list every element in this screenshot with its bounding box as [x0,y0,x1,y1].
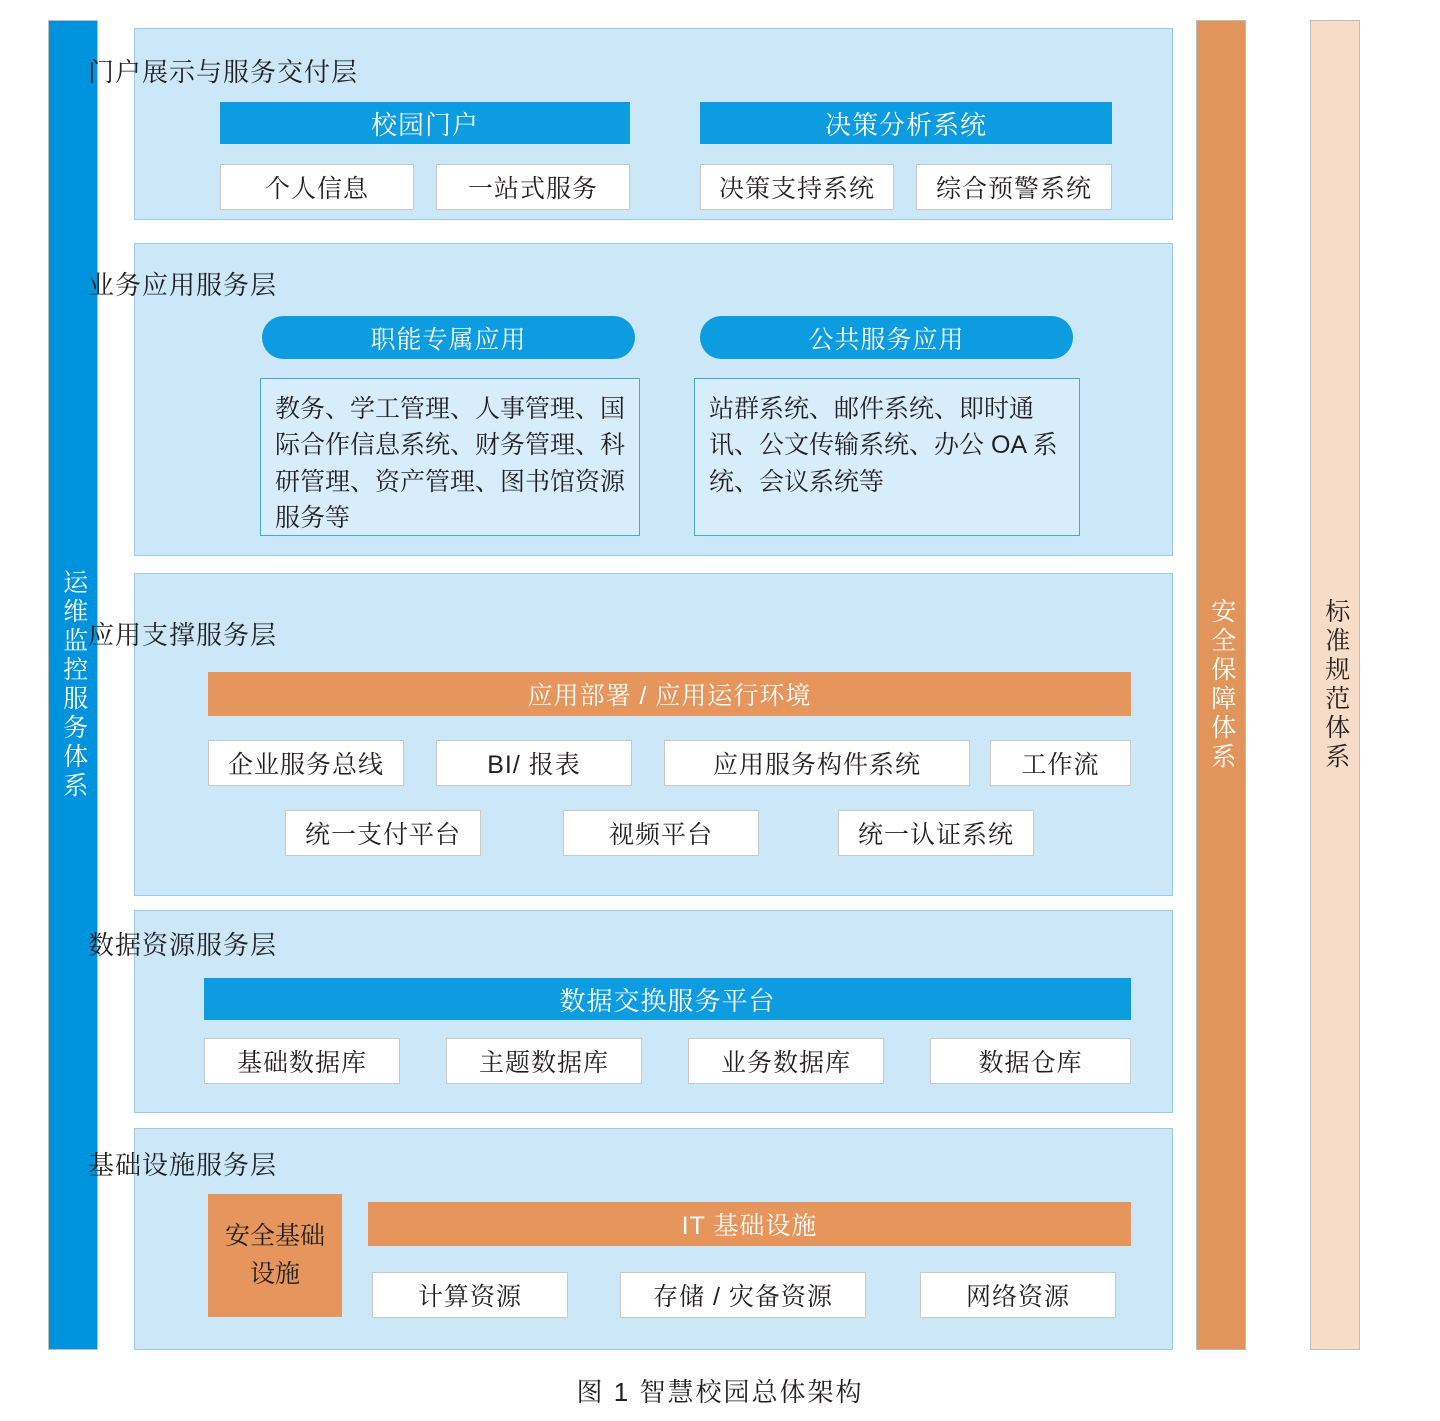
portal-group-header-campus [220,102,630,144]
data-item-warehouse-label: 数据仓库 [978,1049,1083,1077]
sidebar-security-assurance-label: 安全保障体系 [1207,598,1236,772]
app-support-item-workflow-label: 工作流 [1021,751,1100,779]
portal-item-personal-info-label: 个人信息 [264,175,369,203]
app-support-item-bi-report [436,740,632,786]
portal-item-warning-system [916,164,1112,210]
layer-data-resource-title: 数据资源服务层 [88,930,278,960]
app-support-item-component-system [664,740,970,786]
layer-portal-title: 门户展示与服务交付层 [88,57,359,87]
data-resource-header-label: 数据交换服务平台 [559,985,776,1016]
portal-group-header-campus-label: 校园门户 [370,109,479,140]
app-support-item-video-platform-label: 视频平台 [608,821,713,849]
layer-app-support-title: 应用支撑服务层 [88,620,278,650]
infra-security-infrastructure-label: 安全基础设施 [224,1222,325,1288]
data-item-subject-db-label: 主题数据库 [478,1049,609,1077]
portal-item-decision-support-label: 决策支持系统 [718,175,875,203]
infra-header-it-label: IT 基础设施 [681,1212,818,1240]
app-support-item-video-platform [563,810,759,856]
app-support-item-unified-auth-label: 统一认证系统 [857,821,1014,849]
figure-caption: 图 1 智慧校园总体架构 [576,1377,864,1407]
app-support-item-workflow [990,740,1131,786]
data-item-business-db [688,1038,884,1084]
portal-item-decision-support [700,164,894,210]
portal-item-personal-info [220,164,414,210]
business-group-body-functional: 教务、学工管理、人事管理、国际合作信息系统、财务管理、科研管理、资产管理、图书馆资源服务等 [260,378,640,536]
app-support-item-bi-report-label: BI/ 报表 [487,751,581,779]
data-item-business-db-label: 业务数据库 [720,1049,851,1077]
app-support-item-unified-auth [838,810,1034,856]
portal-group-header-decision-label: 决策分析系统 [824,109,987,140]
infra-item-compute [372,1272,568,1318]
business-group-header-public [700,316,1073,359]
app-support-item-esb-label: 企业服务总线 [227,751,384,779]
business-group-header-functional [262,316,635,359]
sidebar-ops-monitoring-label: 运维监控服务体系 [59,569,88,801]
infra-security-infrastructure [208,1194,342,1317]
business-group-header-functional-label: 职能专属应用 [370,325,527,354]
layer-business-app-title: 业务应用服务层 [88,270,278,300]
infra-header-it [368,1202,1131,1246]
infra-item-storage-backup [620,1272,866,1318]
data-item-basic-db [204,1038,400,1084]
sidebar-standards-norms-label: 标准规范体系 [1321,598,1350,772]
data-item-warehouse [930,1038,1131,1084]
app-support-item-payment-platform-label: 统一支付平台 [304,821,461,849]
infra-item-network-label: 网络资源 [965,1283,1070,1311]
app-support-item-esb [208,740,404,786]
portal-item-one-stop-service-label: 一站式服务 [467,175,598,203]
business-group-body-public: 站群系统、邮件系统、即时通讯、公文传输系统、办公 OA 系统、会议系统等 [694,378,1080,536]
app-support-header [208,672,1131,716]
infra-item-storage-backup-label: 存储 / 灾备资源 [653,1283,833,1311]
portal-item-one-stop-service [436,164,630,210]
portal-group-header-decision [700,102,1112,144]
infra-item-network [920,1272,1116,1318]
app-support-item-component-system-label: 应用服务构件系统 [712,751,921,779]
layer-infrastructure-title: 基础设施服务层 [88,1150,278,1180]
portal-item-warning-system-label: 综合预警系统 [935,175,1092,203]
business-group-header-public-label: 公共服务应用 [808,325,965,354]
data-resource-header [204,978,1131,1020]
sidebar-security-assurance [1196,20,1246,1350]
data-item-basic-db-label: 基础数据库 [236,1049,367,1077]
app-support-item-payment-platform [285,810,481,856]
sidebar-standards-norms [1310,20,1360,1350]
infra-item-compute-label: 计算资源 [417,1283,522,1311]
data-item-subject-db [446,1038,642,1084]
app-support-header-label: 应用部署 / 应用运行环境 [527,682,812,710]
